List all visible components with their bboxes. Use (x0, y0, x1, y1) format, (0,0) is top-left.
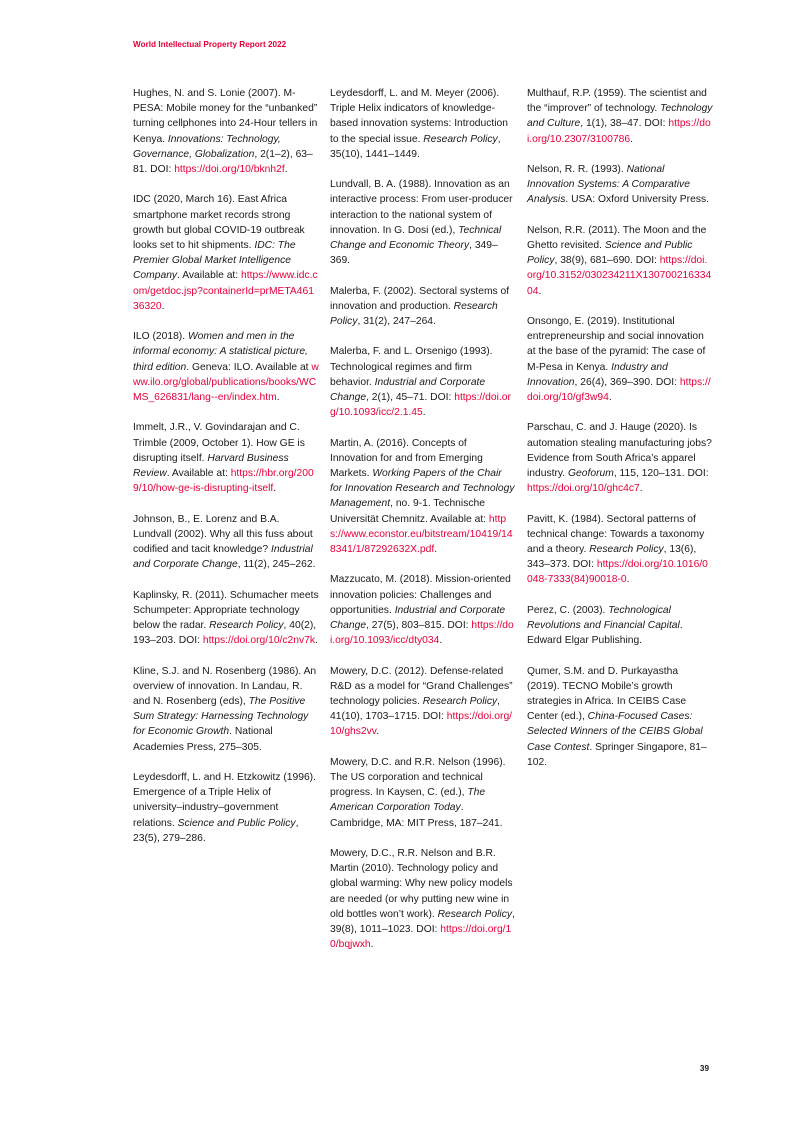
reference-entry (330, 572, 516, 648)
reference-text: . National Academies Press, 275–305. (133, 726, 273, 753)
reference-text: . (630, 133, 633, 145)
reference-link[interactable]: https://doi.org/10/ghc4c7 (527, 483, 640, 495)
reference-text: ILO (2018). (133, 331, 188, 343)
reference-text: . (276, 392, 280, 404)
reference-link[interactable]: https://doi.org/10/bknh2f (174, 164, 285, 176)
reference-text: Malerba, F. (2002). Sectoral systems of innovation and production. (330, 285, 510, 312)
reference-text: . (538, 285, 542, 297)
reference-column-3 (527, 86, 713, 785)
reference-link[interactable]: https://doi.org/10/c2nv7k (202, 635, 316, 647)
reference-entry (527, 162, 713, 208)
reference-text: , 2(1–2), 63–81. DOI: (133, 148, 313, 176)
running-title: World Intellectual Property Report 2022 (133, 40, 287, 49)
reference-link[interactable]: www.ilo.org/global/publications/books/WCMS_626831/lang--en/index.htm (133, 361, 319, 404)
reference-column-2 (330, 86, 516, 968)
reference-text: , 115, 120–131. DOI: (613, 468, 709, 480)
reference-link[interactable]: https://doi.org/10.3152/030234211X13070021633404 (527, 255, 712, 297)
reference-entry (330, 436, 516, 558)
reference-text: . (376, 726, 380, 738)
reference-title: Women and men in the informal economy: A statistical picture, third edition (133, 331, 308, 373)
reference-entry (330, 86, 516, 162)
reference-title: China-Focused Cases: Selected Winners of the CEIBS Global Case Contest (527, 711, 703, 753)
reference-text: Nelson, R. R. (1993). (527, 164, 627, 175)
reference-text: Onsongo, E. (2019). Institutional entrepreneurship and social innovation at the base of the pyramid: The case of M-Pesa in Kenya. (527, 316, 706, 373)
reference-title: Geoforum (568, 468, 614, 480)
reference-text: . (434, 544, 438, 556)
reference-text: Martin, A. (2016). Concepts of Innovation for and from Emerging Markets. (330, 437, 483, 480)
reference-text: Kline, S.J. and N. Rosenberg (1986). An overview of innovation. In Landau, R. and N. Rosenberg (eds), (133, 665, 317, 708)
reference-text: . (284, 164, 288, 176)
reference-title: Technology and Culture (527, 103, 713, 130)
reference-text: , 23(5), 279–286. (133, 817, 299, 844)
reference-link[interactable]: https://doi.org/10.1093/icc/2.1.45 (330, 392, 511, 419)
reference-entry (527, 420, 713, 496)
reference-text: Leydesdorff, L. and H. Etzkowitz (1996). Emergence of a Triple Helix of university–industry–government relations. (133, 772, 316, 829)
reference-entry (133, 512, 319, 573)
reference-text: . (608, 392, 612, 404)
reference-entry (527, 664, 713, 770)
reference-title: Industry and Innovation (527, 361, 668, 388)
reference-entry (133, 192, 319, 314)
reference-text: Malerba, F. and L. Orsenigo (1993). Technological regimes and firm behavior. (330, 346, 493, 388)
reference-text: . (639, 483, 643, 495)
reference-text: . USA: Oxford University Press. (565, 194, 709, 206)
reference-text: Mowery, D.C., R.R. Nelson and B.R. Martin (2010). Technology policy and global warming: Why new policy models are needed (or why putting new wine in old bottles won’t work). (330, 848, 513, 920)
reference-title: National Innovation Systems: A Comparative Analysis (527, 164, 690, 206)
reference-title: Research Policy (589, 544, 664, 556)
reference-text: Parschau, C. and J. Hauge (2020). Is automation stealing manufacturing jobs? Evidence from South Africa’s apparel industry. (527, 422, 712, 480)
reference-text: . (370, 939, 374, 951)
reference-text: . (273, 483, 277, 495)
reference-title: Technological Revolutions and Financial Capital (527, 604, 680, 632)
reference-text: Hughes, N. and S. Lonie (2007). M-PESA: Mobile money for the “unbanked” turning cellphones into 24-Hour tellers in Kenya. (133, 88, 318, 145)
reference-text: , no. 9-1. Technische Universität Chemnitz. Available at: (330, 498, 489, 525)
reference-text: , 27(5), 803–815. DOI: (366, 620, 472, 632)
reference-text: , 13(6), 343–373. DOI: (527, 544, 697, 571)
reference-title: Working Papers of the Chair for Innovation Research and Technology Management (330, 468, 515, 510)
reference-title: Research Policy (209, 620, 284, 632)
reference-text: . Geneva: ILO. Available at (186, 361, 312, 373)
reference-text: , 2(1), 45–71. DOI: (366, 392, 455, 404)
reference-text: Perez, C. (2003). (527, 604, 609, 616)
reference-text: . (315, 635, 318, 647)
reference-text: . (439, 635, 443, 647)
reference-link[interactable]: https://doi.org/10/bqjwxh (330, 924, 512, 951)
reference-link[interactable]: https://doi.org/10/gf3w94 (527, 376, 711, 404)
reference-title: Innovations: Technology, Governance, Globalization (133, 133, 281, 160)
reference-entry (133, 329, 319, 405)
reference-text: IDC (2020, March 16). East Africa smartphone market records strong growth but global COVID-19 outbreak looks set to hit shipments. (133, 194, 305, 252)
reference-title: The Positive Sum Strategy: Harnessing Technology for Economic Growth (133, 696, 309, 738)
reference-text: , 40(2), 193–203. DOI: (133, 620, 317, 647)
reference-entry (330, 846, 516, 952)
reference-entry (527, 223, 713, 299)
reference-text: . Available at: (177, 270, 242, 282)
reference-text: . (422, 407, 426, 419)
reference-link[interactable]: https://doi.org/10.2307/3100786 (527, 118, 711, 145)
reference-title: Technical Change and Economic Theory (330, 224, 502, 252)
reference-text: . Available at: (166, 468, 231, 480)
reference-title: Research Policy (437, 908, 512, 920)
reference-text: Kaplinsky, R. (2011). Schumacher meets Schumpeter: Appropriate technology below the radar. (133, 589, 319, 632)
reference-entry (330, 755, 516, 831)
reference-text: Qumer, S.M. and D. Purkayastha (2019). TECNO Mobile’s growth strategies in Africa. In CEIBS Case Center (ed.), (527, 665, 687, 723)
reference-title: Industrial and Corporate Change (133, 544, 313, 571)
reference-link[interactable]: https://www.econstor.eu/bitstream/10419/148341/1/87292632X.pdf (330, 513, 513, 556)
reference-text: . (626, 574, 630, 586)
reference-text: , 26(4), 369–390. DOI: (574, 376, 680, 388)
reference-text: Mowery, D.C. and R.R. Nelson (1996). The US corporation and technical progress. In Kaysen, C. (ed.), (330, 756, 506, 799)
reference-text: , 349–369. (330, 240, 498, 267)
reference-text: Leydesdorff, L. and M. Meyer (2006). Triple Helix indicators of knowledge-based innovation systems: Introduction to the special issue. (330, 88, 509, 145)
reference-text: Multhauf, R.P. (1959). The scientist and the “improver” of technology. (527, 88, 707, 115)
reference-entry (330, 177, 516, 268)
reference-text: Immelt, J.R., V. Govindarajan and C. Trimble (2009, October 1). How GE is disrupting itself. (133, 422, 305, 464)
reference-entry (330, 344, 516, 420)
reference-title: Industrial and Corporate Change (330, 376, 486, 404)
reference-text: , 31(2), 247–264. (357, 316, 436, 328)
reference-text: Johnson, B., E. Lorenz and B.A. Lundvall (2002). Why all this fuss about codified and tacit knowledge? (133, 513, 313, 556)
reference-entry (133, 664, 319, 755)
reference-entry (133, 420, 319, 496)
reference-entry (330, 284, 516, 330)
reference-title: Science and Public Policy (527, 240, 693, 267)
reference-entry (527, 314, 713, 405)
reference-entry (527, 86, 713, 147)
reference-text: . Cambridge, MA: MIT Press, 187–241. (330, 802, 503, 829)
reference-link[interactable]: https://doi.org/10.1016/0048-7333(84)90018-0 (527, 559, 708, 586)
reference-text: , 35(10), 1441–1449. (330, 133, 501, 160)
reference-title: Research Policy (422, 696, 498, 708)
reference-entry (133, 770, 319, 846)
reference-entry (527, 512, 713, 588)
reference-title: Industrial and Corporate Change (330, 604, 506, 632)
reference-text: Mowery, D.C. (2012). Defense-related R&D as a model for “Grand Challenges” technology policies. (330, 665, 513, 708)
reference-text: Pavitt, K. (1984). Sectoral patterns of technical change: Towards a taxonomy and a theory. (527, 513, 705, 556)
reference-text: . Edward Elgar Publishing. (527, 620, 683, 647)
reference-text: . (161, 300, 165, 312)
reference-text: , 41(10), 1703–1715. DOI: (330, 696, 501, 723)
reference-title: IDC: The Premier Global Market Intelligence Company (133, 240, 296, 282)
reference-entry (133, 86, 319, 177)
reference-text: , 38(9), 681–690. DOI: (554, 255, 660, 267)
reference-link[interactable]: https://doi.org/10.1093/icc/dty034 (330, 620, 514, 647)
reference-text: Nelson, R.R. (2011). The Moon and the Ghetto revisited. (527, 224, 707, 251)
reference-text: Lundvall, B. A. (1988). Innovation as an interactive process: From user-producer interaction to the national system of innovation. In G. Dosi (ed.), (330, 179, 513, 236)
reference-title: Science and Public Policy (177, 817, 296, 829)
page-number: 39 (699, 1064, 709, 1073)
reference-title: Research Policy (423, 133, 498, 145)
reference-text: , 39(8), 1011–1023. DOI: (330, 908, 515, 936)
reference-text: Mazzucato, M. (2018). Mission-oriented innovation policies: Challenges and opportunities. (330, 574, 511, 616)
reference-link[interactable]: https://hbr.org/2009/10/how-ge-is-disrupting-itself (133, 468, 314, 495)
reference-link[interactable]: https://www.idc.com/getdoc.jsp?containerId=prMETA46136320 (133, 270, 318, 312)
reference-entry (330, 664, 516, 740)
reference-column-1 (133, 86, 319, 861)
reference-title: Harvard Business Review (133, 452, 289, 480)
reference-entry (133, 588, 319, 649)
reference-link[interactable]: https://doi.org/10/ghs2vv (330, 711, 513, 738)
reference-title: The American Corporation Today (330, 787, 486, 814)
reference-title: Research Policy (330, 300, 498, 328)
reference-text: . Springer Singapore, 81–102. (527, 741, 707, 768)
reference-text: , 1(1), 38–47. DOI: (580, 118, 669, 130)
reference-text: , 11(2), 245–262. (237, 559, 316, 571)
reference-entry (527, 603, 713, 649)
